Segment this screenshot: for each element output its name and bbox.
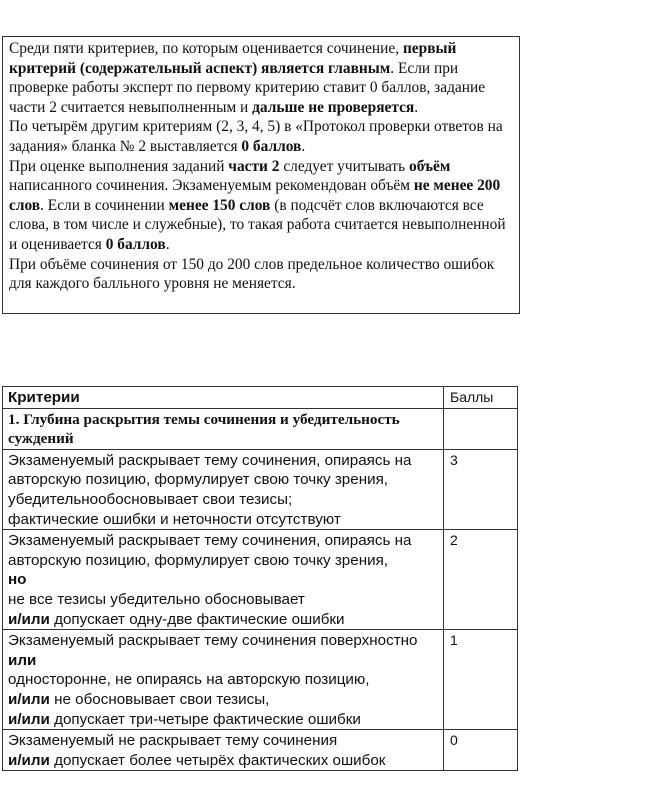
- intro-bold-text: 0 баллов: [241, 137, 302, 155]
- intro-text: Среди пяти критериев, по которым оценивается сочинение,: [9, 40, 403, 57]
- section-title: 1. Глубина раскрытия темы сочинения и убедительность суждений: [8, 410, 400, 448]
- criterion-description: [3, 730, 444, 771]
- criterion-bold-conjunction: и/или: [8, 690, 50, 708]
- criterion-text: допускает одну-две фактические ошибки: [49, 610, 345, 628]
- criterion-line: [8, 710, 439, 730]
- intro-text: написанного сочинения. Экзаменуемым рекомендован объём: [9, 177, 414, 195]
- intro-paragraph-3: [9, 157, 514, 255]
- criterion-description: [3, 449, 444, 529]
- table-row: [3, 630, 518, 730]
- criterion-line: Экзаменуемый раскрывает тему сочинения, опираясь на авторскую позицию, формулирует свою точку зрения,: [8, 532, 412, 569]
- header-points: Баллы: [444, 387, 518, 409]
- criterion-line: [8, 651, 439, 671]
- intro-paragraph-4: При объёме сочинения от 150 до 200 слов предельное количество ошибок для каждого балльного уровня не меняется.: [9, 255, 495, 293]
- intro-text: По четырём другим критериям (2, 3, 4, 5) в «Протокол проверки ответов на задания» бланка № 2 выставляется: [9, 118, 503, 155]
- criterion-bold-conjunction: или: [8, 651, 37, 669]
- table-row: [3, 530, 518, 630]
- criterion-line: [8, 690, 439, 710]
- criterion-line: Экзаменуемый раскрывает тему сочинения, опираясь на авторскую позицию, формулирует свою точку зрения, убедительнообосновывает свои тезисы;: [8, 451, 412, 508]
- criterion-score: 0: [444, 730, 518, 771]
- criterion-text: допускает три-четыре фактические ошибки: [49, 710, 361, 728]
- intro-text: следует учитывать: [279, 157, 410, 175]
- section-title-row: [3, 408, 518, 449]
- criterion-bold-conjunction: но: [8, 571, 27, 589]
- criterion-score: 2: [444, 530, 518, 630]
- criterion-line: односторонне, не опираясь на авторскую позицию,: [8, 671, 370, 689]
- intro-bold-text: части 2: [228, 157, 280, 175]
- intro-text: .: [301, 137, 306, 155]
- table-row: [3, 730, 518, 771]
- criterion-bold-conjunction: и/или: [8, 710, 50, 728]
- intro-text: (в подсчёт слов включаются все слова, в том числе и служебные), то такая работа считается невыполненной и оценивается: [9, 196, 506, 253]
- intro-paragraph-2: [9, 117, 514, 156]
- criterion-text: допускает более четырёх фактических ошибок: [49, 751, 386, 769]
- criterion-line: фактические ошибки и неточности отсутствуют: [8, 510, 341, 528]
- section-title-cell: [3, 408, 444, 449]
- intro-text: . Если при проверке работы эксперт по первому критерию ставит 0 баллов, задание части 2 считается невыполненным и: [9, 59, 486, 116]
- criterion-line: [8, 570, 439, 590]
- criterion-line: не все тезисы убедительно обосновывает: [8, 590, 305, 608]
- table-header-row: [3, 387, 518, 409]
- criteria-table: [2, 386, 518, 771]
- intro-text: . Если в сочинении: [40, 196, 169, 214]
- intro-bold-text: первый критерий (содержательный аспект) является главным: [9, 40, 457, 77]
- intro-text: При оценке выполнения заданий: [9, 157, 229, 175]
- criterion-line: Экзаменуемый раскрывает тему сочинения поверхностно: [8, 632, 418, 650]
- criterion-score: 3: [444, 449, 518, 529]
- criterion-bold-conjunction: и/или: [8, 751, 50, 769]
- criterion-line: [8, 610, 439, 630]
- criterion-description: [3, 530, 444, 630]
- table-row: [3, 449, 518, 529]
- criterion-line: Экзаменуемый не раскрывает тему сочинения: [8, 732, 338, 750]
- intro-bold-text: менее 150 слов: [168, 196, 271, 214]
- intro-bold-text: не менее 200 слов: [9, 177, 501, 214]
- header-criteria-label: Критерии: [8, 389, 80, 406]
- criterion-line: [8, 751, 439, 771]
- section-title-score: [444, 408, 518, 449]
- criterion-description: [3, 630, 444, 730]
- criterion-text: не обосновывает свои тезисы,: [49, 690, 270, 708]
- intro-bold-text: дальше не проверяется: [252, 98, 415, 116]
- header-criteria: [3, 387, 444, 409]
- intro-paragraph-1: [9, 39, 514, 117]
- criterion-bold-conjunction: и/или: [8, 610, 50, 628]
- intro-bold-text: 0 баллов: [105, 235, 166, 253]
- intro-text: .: [414, 98, 419, 116]
- intro-info-box: [2, 36, 520, 314]
- intro-text: .: [165, 235, 170, 253]
- criterion-score: 1: [444, 630, 518, 730]
- intro-bold-text: объём: [409, 157, 451, 175]
